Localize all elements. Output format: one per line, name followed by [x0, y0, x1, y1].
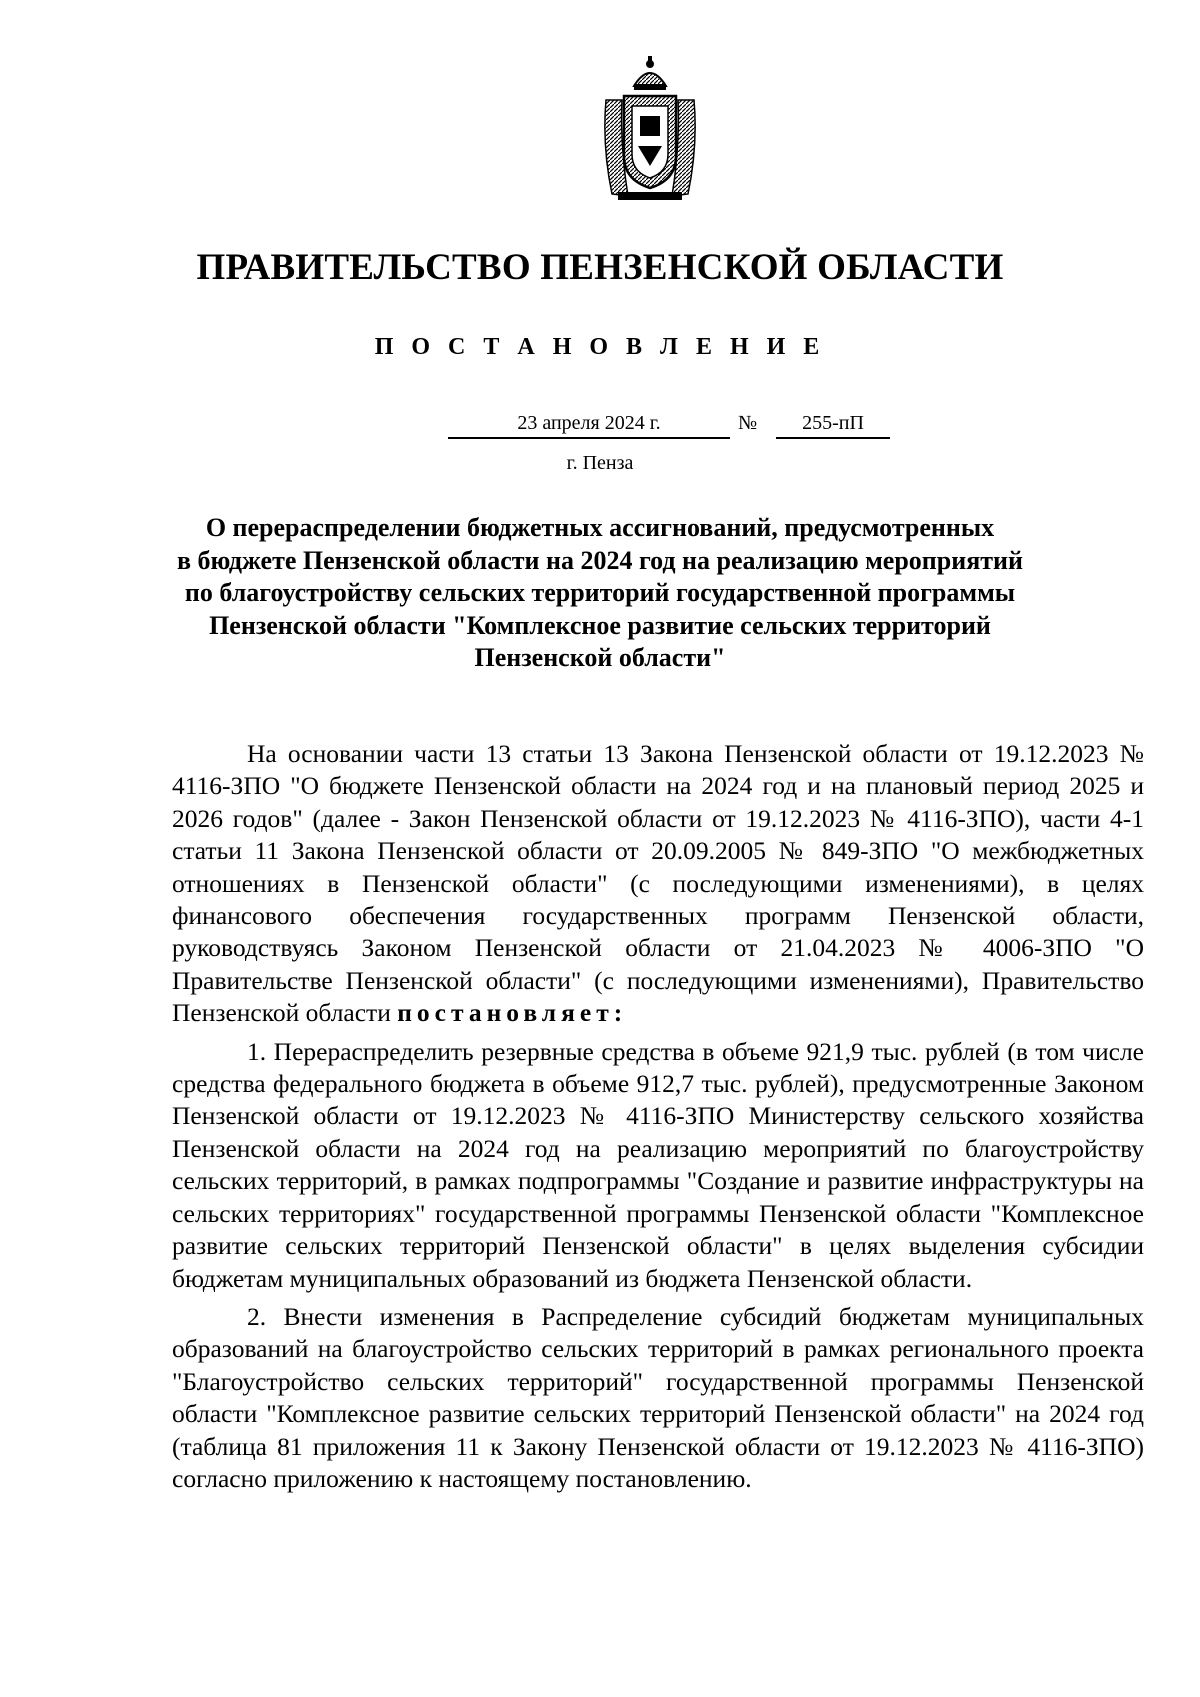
organization-name: ПРАВИТЕЛЬСТВО ПЕНЗЕНСКОЙ ОБЛАСТИ	[196, 247, 1004, 288]
title-line: в бюджете Пензенской области на 2024 год на реализацию мероприятий	[176, 545, 1024, 575]
document-title	[100, 512, 1100, 675]
title-line: О перераспределении бюджетных ассигнований, предусмотренных	[205, 513, 995, 542]
preamble-text: На основании части 13 статьи 13 Закона Пензенской области от 19.12.2023 № 4116-ЗПО "О бюджете Пензенской области на 2024 год и на плановый период 2025 и 2026 годов" (далее - Закон Пензенской области от 19.12.2023 № 4116-ЗПО), части 4-1 статьи 11 Закона Пензенской области от 20.09.2005 № 849-ЗПО "О межбюджетных отношениях в Пензенской области" (с последующими изменениями), в целях финансового обеспечения государственных программ Пензенской области, руководствуясь Законом Пензенской области от 21.04.2023 № 4006-ЗПО "О Правительстве Пензенской области" (с последующими изменениями), Правительство Пензенской области	[172, 739, 1144, 1028]
clause-1: 1. Перераспределить резервные средства в объеме 921,9 тыс. рублей (в том числе средства федерального бюджета в объеме 912,7 тыс. рублей), предусмотренные Законом Пензенской области от 19.12.2023 № 4116-ЗПО Министерству сельского хозяйства Пензенской области на 2024 год на реализацию мероприятий по благоустройству сельских территорий, в рамках подпрограммы "Создание и развитие инфраструктуры на сельских территориях" государственной программы Пензенской области "Комплексное развитие сельских территорий Пензенской области" в целях выделения субсидии бюджетам муниципальных образований из бюджета Пензенской области.	[172, 1036, 1144, 1293]
title-line: Пензенской области"	[474, 643, 726, 672]
document-number: 255-пП	[776, 412, 890, 439]
number-sign: №	[738, 412, 758, 434]
preamble-paragraph	[172, 738, 1144, 1030]
date-number-row	[448, 412, 900, 442]
decree-word: постановляет:	[397, 998, 628, 1028]
document-city: г. Пенза	[566, 452, 634, 474]
coat-of-arms-icon	[598, 56, 702, 202]
title-line: по благоустройству сельских территорий государственной программы	[184, 578, 1016, 607]
document-type: П О С Т А Н О В Л Е Н И Е	[374, 334, 826, 360]
title-line: Пензенской области "Комплексное развитие сельских территорий	[209, 610, 991, 640]
document-body	[172, 738, 1144, 1495]
document-date: 23 апреля 2024 г.	[448, 412, 730, 439]
clause-2: 2. Внести изменения в Распределение субсидий бюджетам муниципальных образований на благоустройство сельских территорий в рамках регионального проекта "Благоустройство сельских территорий" государственной программы Пензенской области "Комплексное развитие сельских территорий Пензенской области" на 2024 год (таблица 81 приложения 11 к Закону Пензенской области от 19.12.2023 № 4116-ЗПО) согласно приложению к настоящему постановлению.	[172, 1301, 1144, 1493]
